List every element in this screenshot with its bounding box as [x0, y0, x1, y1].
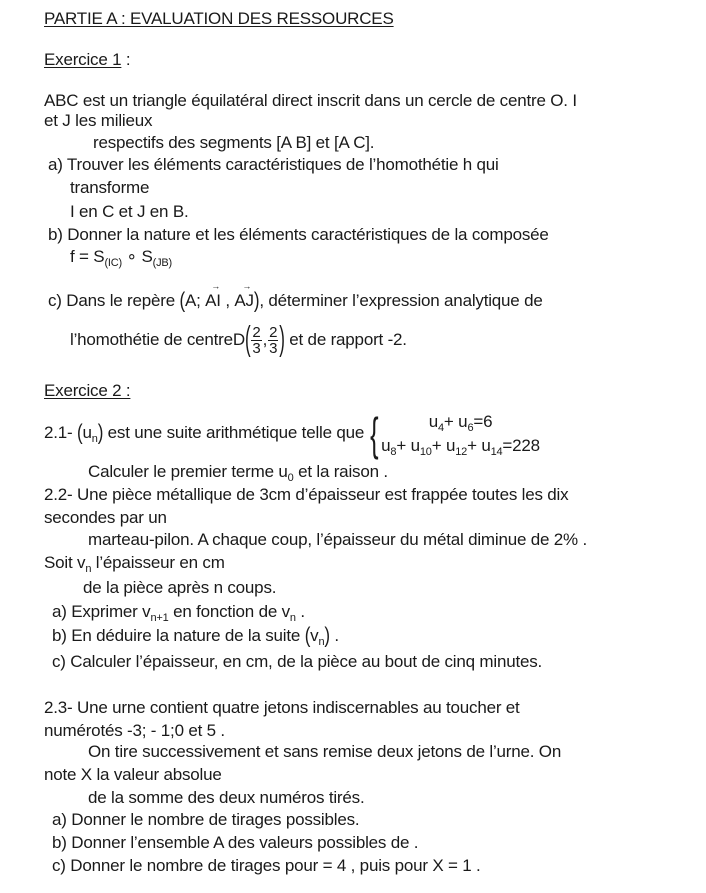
- ex2-q23-line-4: note X la valeur absolue: [44, 765, 222, 784]
- system-equation-1: [381, 410, 540, 434]
- ex2-q22-line-4: [44, 553, 706, 573]
- ex1-question-b-line-1: b) Donner la nature et les éléments caractéristiques de la composée: [48, 225, 549, 244]
- fraction-1-den: 3: [252, 340, 261, 358]
- vector-aj: → AJ: [234, 291, 253, 311]
- ex2-q22-a: [52, 602, 706, 622]
- system-brace: {: [370, 407, 379, 460]
- exercise-1-title: Exercice 1: [44, 50, 122, 69]
- fraction-2-den: 3: [269, 340, 278, 358]
- close-paren: ): [324, 623, 330, 648]
- ex2-q22-line-3: marteau-pilon. A chaque coup, l’épaisseur du métal diminue de 2% .: [88, 530, 587, 549]
- q22a-sub-n1: n+1: [150, 612, 169, 624]
- ex2-q23-line-2: numérotés -3; - 1;0 et 5 .: [44, 721, 225, 740]
- close-paren: ): [97, 420, 104, 445]
- partie-title: PARTIE A : EVALUATION DES RESSOURCES: [44, 9, 394, 28]
- qc-suffix: , déterminer l’expression analytique de: [259, 291, 543, 310]
- ex2-q22-line-5: de la pièce après n coups.: [83, 578, 277, 597]
- q22b-sub-n: n: [318, 636, 325, 648]
- formula-compose: ∘ S: [121, 247, 153, 266]
- eq2-sub10: 10: [419, 445, 432, 458]
- eq2-u14: + u: [467, 435, 491, 455]
- equation-system: [367, 409, 540, 459]
- q21-u: u: [82, 423, 92, 442]
- fraction-1: [251, 325, 261, 356]
- open-paren: (: [77, 420, 83, 445]
- ex2-q22-line-1: 2.2- Une pièce métallique de 3cm d’épaisseur est frappée toutes les dix: [44, 485, 569, 504]
- vector-ai: → AI: [205, 291, 221, 311]
- eq2-u8: u: [381, 435, 391, 455]
- exercise-1-colon: :: [121, 50, 131, 69]
- exercise-1-heading: [44, 50, 706, 72]
- q22a-sub-n: n: [289, 612, 296, 624]
- eq1-u4: u: [428, 411, 438, 431]
- soit-v: Soit v: [44, 553, 86, 572]
- q21-n: n: [91, 433, 98, 445]
- eq2-u12: + u: [431, 435, 456, 455]
- fraction-2: [268, 325, 278, 356]
- ex1-question-c-line-1: [48, 288, 706, 315]
- eq2-sub8: 8: [390, 445, 397, 458]
- eq2-u10: + u: [396, 435, 420, 455]
- ex2-q21-calc: [88, 462, 706, 482]
- formula-f: f = S: [70, 247, 105, 266]
- q22b-prefix: b) En déduire la nature de la suite: [52, 626, 305, 645]
- q22a-suffix: .: [295, 602, 305, 621]
- ex2-q21-line: [44, 407, 706, 459]
- ex2-q23-b: b) Donner l’ensemble A des valeurs possibles de .: [52, 833, 419, 852]
- q22a-prefix: a) Exprimer v: [52, 602, 151, 621]
- close-paren: ): [253, 288, 260, 313]
- qc-sep: ,: [220, 291, 235, 310]
- eq2-sub12: 12: [455, 445, 468, 458]
- qc2-prefix: l’homothétie de centreD: [70, 330, 245, 349]
- ex1-question-a-line-2: transforme: [70, 178, 150, 197]
- ex1-question-a-line-3: I en C et J en B.: [70, 202, 189, 221]
- open-paren: (: [304, 623, 311, 648]
- open-paren: (: [179, 288, 185, 313]
- eq1-rhs: =6: [473, 411, 493, 431]
- open-paren: (: [244, 320, 251, 358]
- q22b-v: v: [310, 626, 319, 645]
- exercise-2-title: Exercice 2 :: [44, 381, 131, 400]
- ex2-q22-c: c) Calculer l’épaisseur, en cm, de la pièce au bout de cinq minutes.: [52, 652, 543, 671]
- calc-prefix: Calculer le premier terme u: [88, 462, 288, 481]
- fraction-2-num: 2: [269, 324, 278, 342]
- q21-suffix: est une suite arithmétique telle que: [103, 423, 365, 442]
- ex1-intro-line-3: respectifs des segments [A B] et [A C].: [93, 133, 375, 152]
- formula-sub-ic: (IC): [104, 257, 122, 269]
- ex1-intro-line-2: et J les milieux: [44, 111, 153, 130]
- calc-suffix: et la raison .: [293, 462, 388, 481]
- qc-origin: A;: [184, 291, 206, 310]
- ex1-question-c-line-2: [70, 321, 706, 359]
- ex2-q23-line-3: On tire successivement et sans remise deux jetons de l’urne. On: [88, 742, 562, 761]
- ex1-intro-line-1: ABC est un triangle équilatéral direct inscrit dans un cercle de centre O. I: [44, 91, 577, 110]
- soit-suffix: l’épaisseur en cm: [91, 553, 225, 572]
- ex2-q22-line-2: secondes par un: [44, 508, 167, 527]
- soit-sub-n: n: [85, 563, 92, 575]
- ex2-q23-a: a) Donner le nombre de tirages possibles.: [52, 810, 360, 829]
- eq1-u6: + u: [443, 411, 468, 431]
- ex2-q22-b: [52, 623, 706, 648]
- eq2-rhs: =228: [502, 435, 540, 455]
- eq1-sub6: 6: [467, 421, 474, 434]
- ex2-q23-line-1: 2.3- Une urne contient quatre jetons indiscernables au toucher et: [44, 698, 520, 717]
- ex2-q23-c: c) Donner le nombre de tirages pour = 4 , puis pour X = 1 .: [52, 856, 481, 875]
- fraction-comma: ,: [262, 330, 268, 349]
- eq2-sub14: 14: [490, 445, 503, 458]
- system-lines: [381, 410, 540, 458]
- system-equation-2: [381, 434, 540, 458]
- fraction-1-num: 2: [252, 324, 261, 342]
- ex1-question-b-formula: [70, 247, 706, 271]
- close-paren: ): [279, 320, 285, 358]
- formula-sub-jb: (JB): [152, 257, 172, 269]
- qc-prefix: c) Dans le repère: [48, 291, 180, 310]
- ex2-q23-line-5: de la somme des deux numéros tirés.: [88, 788, 365, 807]
- q22a-mid: en fonction de v: [168, 602, 290, 621]
- ex1-question-a-line-1: a) Trouver les éléments caractéristiques de l’homothétie h qui: [48, 155, 499, 174]
- eq1-sub4: 4: [438, 421, 444, 434]
- q21-prefix: 2.1-: [44, 423, 78, 442]
- qc2-suffix: et de rapport -2.: [284, 330, 407, 349]
- q22b-suffix: .: [329, 626, 339, 645]
- calc-sub0: 0: [287, 472, 294, 484]
